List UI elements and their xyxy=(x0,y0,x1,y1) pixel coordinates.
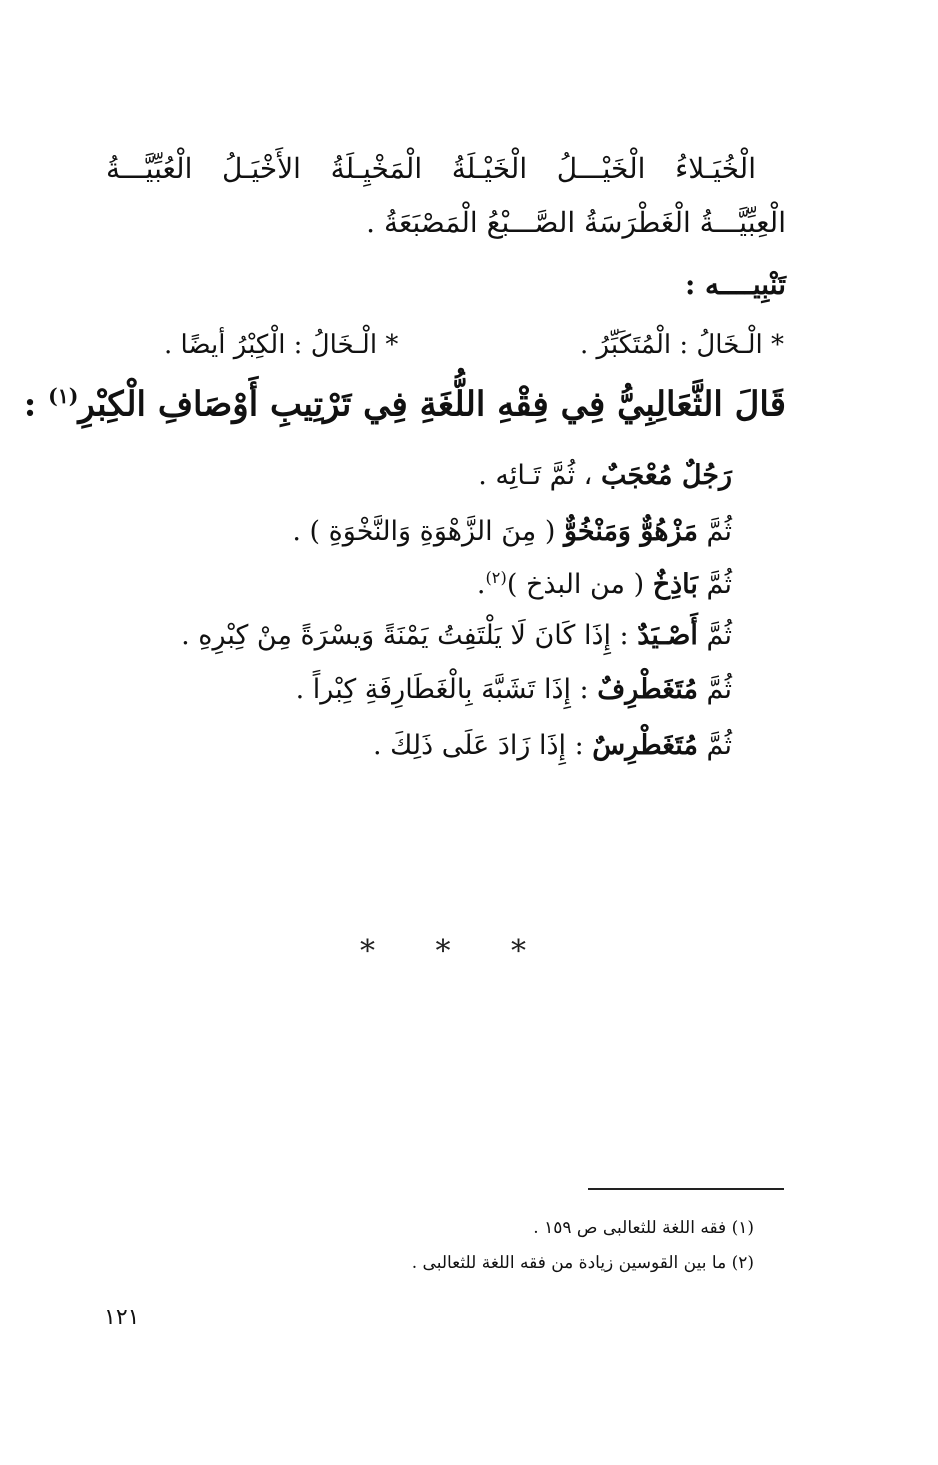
title-text: قَالَ الثَّعَالِبِيُّ فِي فِقْهِ اللُّغَةِ فِي تَرْتِيبِ أَوْصَافِ الْكِبْرِ xyxy=(78,384,786,425)
list-item xyxy=(296,674,732,705)
definition: : إِذَا كَانَ لَا يَلْتَفِتُ يَمْنَةً وَيسْرَةً مِنْ كِبْرِهِ . xyxy=(181,620,638,651)
item-lead: ثُمَّ xyxy=(697,620,732,651)
footnote-divider xyxy=(588,1188,784,1190)
note-line xyxy=(164,330,784,360)
word: الْخُيَـلاءُ xyxy=(675,152,756,185)
word: الْمَخْيِـلَةُ xyxy=(330,152,423,185)
footnote-ref-1: (١) xyxy=(48,384,79,408)
list-item xyxy=(181,620,732,651)
word: الْخَيْـلَةُ xyxy=(451,152,528,185)
word-list-line-1 xyxy=(106,152,756,185)
definition: ( من البذخ ) xyxy=(506,569,653,600)
item-lead: ثُمَّ xyxy=(697,730,732,761)
asterisk-icon: * xyxy=(511,934,526,969)
note-right: * الْـخَالُ : الْمُتَكَبِّرُ . xyxy=(579,330,784,360)
term: أَصْـيَدٌ xyxy=(637,620,698,651)
term: مُتَغَطْرِفٌ xyxy=(597,674,698,705)
definition: ( مِنَ الزَّهْوَةِ وَالنَّخْوَةِ ) . xyxy=(292,516,564,547)
term: بَاذِخٌ xyxy=(652,569,698,600)
asterisk-icon: * xyxy=(435,934,451,969)
section-title xyxy=(24,384,786,424)
word: الأَخْيَـلُ xyxy=(222,152,301,185)
definition: ، ثُمَّ تَـائِه . xyxy=(478,460,601,491)
title-colon: : xyxy=(23,384,49,425)
word: الْخَيْـــلُ xyxy=(556,152,646,185)
footnote-1: (١) فقه اللغة للثعالبى ص ١٥٩ . xyxy=(533,1218,754,1238)
asterisk-icon: * xyxy=(360,934,375,969)
word: الْعُبِّيَّـــةُ xyxy=(106,152,193,185)
item-lead: ثُمَّ xyxy=(697,516,732,547)
item-lead: ثُمَّ xyxy=(697,674,732,705)
term: مُتَغَطْرِسٌ xyxy=(592,730,698,761)
definition: : إِذَا زَادَ عَلَى ذَلِكَ . xyxy=(372,730,593,761)
item-end: . xyxy=(476,569,486,600)
section-separator xyxy=(360,934,526,969)
page-number: ١٢١ xyxy=(104,1305,140,1330)
footnote-ref-2: (٢) xyxy=(485,568,507,587)
footnote-2: (٢) ما بين القوسين زيادة من فقه اللغة للثعالبى . xyxy=(411,1253,754,1273)
note-left: * الْـخَالُ : الْكِبْرُ أيضًا . xyxy=(164,330,399,360)
section-heading: تَنْبِيــــه : xyxy=(684,268,786,301)
definition: : إِذَا تَشَبَّهَ بِالْغَطَارِفَةِ كِبْراً . xyxy=(295,674,598,705)
list-item xyxy=(478,460,732,491)
list-item xyxy=(292,516,732,547)
item-lead: ثُمَّ xyxy=(697,569,732,600)
term: رَجُلٌ مُعْجَبٌ xyxy=(600,460,732,491)
word-list-line-2: الْعِبِّيَّـــةُ الْغَطْرَسَةُ الصَّـــبْعُ الْمَصْبَعَةُ . xyxy=(366,206,786,239)
term: مَزْهُوٌّ وَمَنْخُوٌّ xyxy=(563,516,698,547)
list-item xyxy=(477,568,732,600)
list-item xyxy=(373,730,732,761)
